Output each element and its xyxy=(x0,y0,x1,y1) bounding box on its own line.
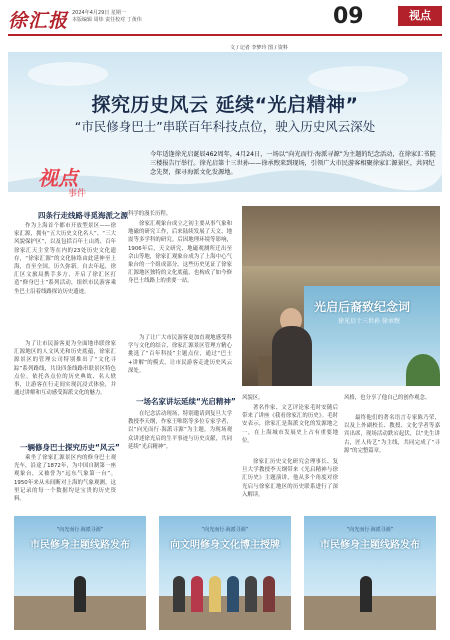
honoree xyxy=(227,576,239,612)
section-heading: 四条行走线路寻觅海派之源 xyxy=(38,211,128,220)
body-paragraph: 风格，也分享了他自己的创作观念。 xyxy=(344,395,431,401)
byline: 文 / 记者 李梦玲 图 / 资料 xyxy=(230,45,288,51)
section-heading: 一辆修身巴士探究历史“风云” xyxy=(20,443,120,452)
roof-beams xyxy=(242,206,440,266)
body-paragraph: 最终他们的著名语言专家陈乃荣，以及上外副校长、教授、文化学者等嘉宾出席，现场活动跌宕起伏，以“先生讲古，匠人传艺”为主线，共同完成了“寻源”的完整篇章。 xyxy=(344,415,440,454)
honoree xyxy=(245,576,257,612)
page-number: 09 xyxy=(333,4,364,29)
body-paragraph: 著名作家、文艺评论家毛时安随后带来了讲座《我看徐家汇的历史》。毛时安表示，徐家汇是海派文化的发源地之一，在上海城市发展史上占有重要地位。 xyxy=(242,405,338,444)
article-subheadline: “市民修身巴士”串联百年科技点位，驶入历史风云深处 xyxy=(74,119,376,134)
honoree xyxy=(263,576,275,612)
body-paragraph: 乘坐了徐家汇源景区内的修身巴士观光车，沿途了1872年，为中国自制第一座观象台，又被誉为“远东气象第一台”。1950年来从未间断对上海的气象观测，这里记录的每一个数据均是宝贵的历史资料。 xyxy=(14,455,116,503)
panel-title: 市民修身主题线路发布 xyxy=(30,540,130,551)
body-paragraph: 科学的漫长历程。 xyxy=(128,211,172,217)
ceremony-photo xyxy=(242,206,440,386)
masthead-divider xyxy=(8,34,442,36)
body-paragraph: 在纪念活动现场，特别邀请到复旦大学教授李天纲，作家王唯铭等多位专家学者，以“向光而行·海派寻源”为主题，为现场观众讲述徐光启的生平事迹与历史贡献，共同延续“光启精神”。 xyxy=(128,411,232,450)
presenter xyxy=(74,576,86,612)
plant-decoration xyxy=(406,354,440,386)
issue-date xyxy=(72,10,142,24)
screen-title: 光启后裔致纪念词 xyxy=(314,300,411,314)
speaker xyxy=(272,326,312,386)
panel-title: 向文明修身文化博主授牌 xyxy=(170,540,280,551)
event-photo xyxy=(159,516,291,630)
column-logo-small: 事件 xyxy=(68,189,87,199)
honoree xyxy=(191,576,203,612)
body-paragraph: 为了让市民游客更为全面地串联徐家汇源地区的人文风光和历史底蕴，徐家汇源景区的管理公司特别推出了“文化寻踪”系列路线，共设四条线路串联景区特色点位，依托各点位的历史典故、名人轶事，让游客在行走间实现沉浸式体验，并通过讲解和互动感受海派文化的魅力。 xyxy=(14,341,116,397)
presenter xyxy=(360,576,372,612)
editor-line: 本版编辑 周炜 责任校对 丁黄伟 xyxy=(72,17,142,23)
body-paragraph: 作为上海首个都市开放型景区——徐家汇源，拥有“五大历史文化名人”、“三大风貌保护区”，以及包括百年土山湾、百年徐家汇天主堂等在内的23处历史文化遗存，“徐家汇源”的文化脉络由此延伸至上海，直至全国，历久弥新。自去年起，徐汇区文旅局携手多方，开启了徐汇区打造“修身巴士”系列活动，组织市民游客乘坐巴士沿着线路探访历史遗迹。 xyxy=(14,223,116,295)
column-logo-big: 视点 xyxy=(38,166,78,190)
event-photo xyxy=(304,516,436,630)
body-paragraph: 为了让广大市民游客更加直观地感受科学与文化的结合，徐家汇源景区管理方精心挑选了“百年科技”主题点位，通过“巴士+讲解”的模式，让市民游客走进历史风云深处。 xyxy=(128,335,232,374)
column-logo xyxy=(38,162,108,202)
screen-subtitle: 徐光启十三世孙 徐承煦 xyxy=(338,318,400,325)
panel-subtitle: “向光而行·海派寻源” xyxy=(201,527,249,533)
date-line: 2024年4月29日 星期一 xyxy=(72,10,126,16)
newspaper-logo: 徐汇报 xyxy=(8,10,69,32)
body-paragraph: 风貌区。 xyxy=(242,395,264,401)
article-headline: 探究历史风云 延续“光启精神” xyxy=(91,94,359,116)
panel-title: 市民修身主题线路发布 xyxy=(320,540,420,551)
article-lead: 今年适逢徐光启诞辰462周年，4月24日，一场以“向光而行·海派寻源”为主题的纪念活动，在徐家汇书院三楼报告厅举行。徐光启第十三世孙——徐承煦来到现场，引领广大市民游客相聚徐家汇源景区，共同纪念先贤，探寻海派文化发源地。 xyxy=(150,151,436,176)
panel-subtitle: “向光而行·海派寻源” xyxy=(56,527,104,533)
section-heading: 一场名家讲坛延续“光启精神” xyxy=(136,397,236,406)
section-badge: 视点 xyxy=(398,6,442,26)
body-paragraph: 徐家汇历史文化研究会理事长、复旦大学教授李天纲带来《光启精神与徐汇历史》主题演讲，他从多个角度对徐光启与徐家汇地区的历史联系进行了深入解读。 xyxy=(242,459,338,498)
honoree xyxy=(173,576,185,612)
panel-subtitle: “向光而行·海派寻源” xyxy=(346,527,394,533)
event-photo xyxy=(14,516,146,630)
body-paragraph: 徐家汇观象台成立之初主要从事气象和地磁的研究工作，后来陆续发展了天文、地震等多学科的研究。后因地理环境等影响，1906年后，天文研究、地磁观测所迁出至佘山等地，徐家汇观象台成为了上海中心气象台的一个组成部分。这些历史见证了徐家汇源地区独特的文化底蕴，也构成了如今修身巴士线路上的重要一站。 xyxy=(128,221,232,285)
honoree xyxy=(209,576,221,612)
